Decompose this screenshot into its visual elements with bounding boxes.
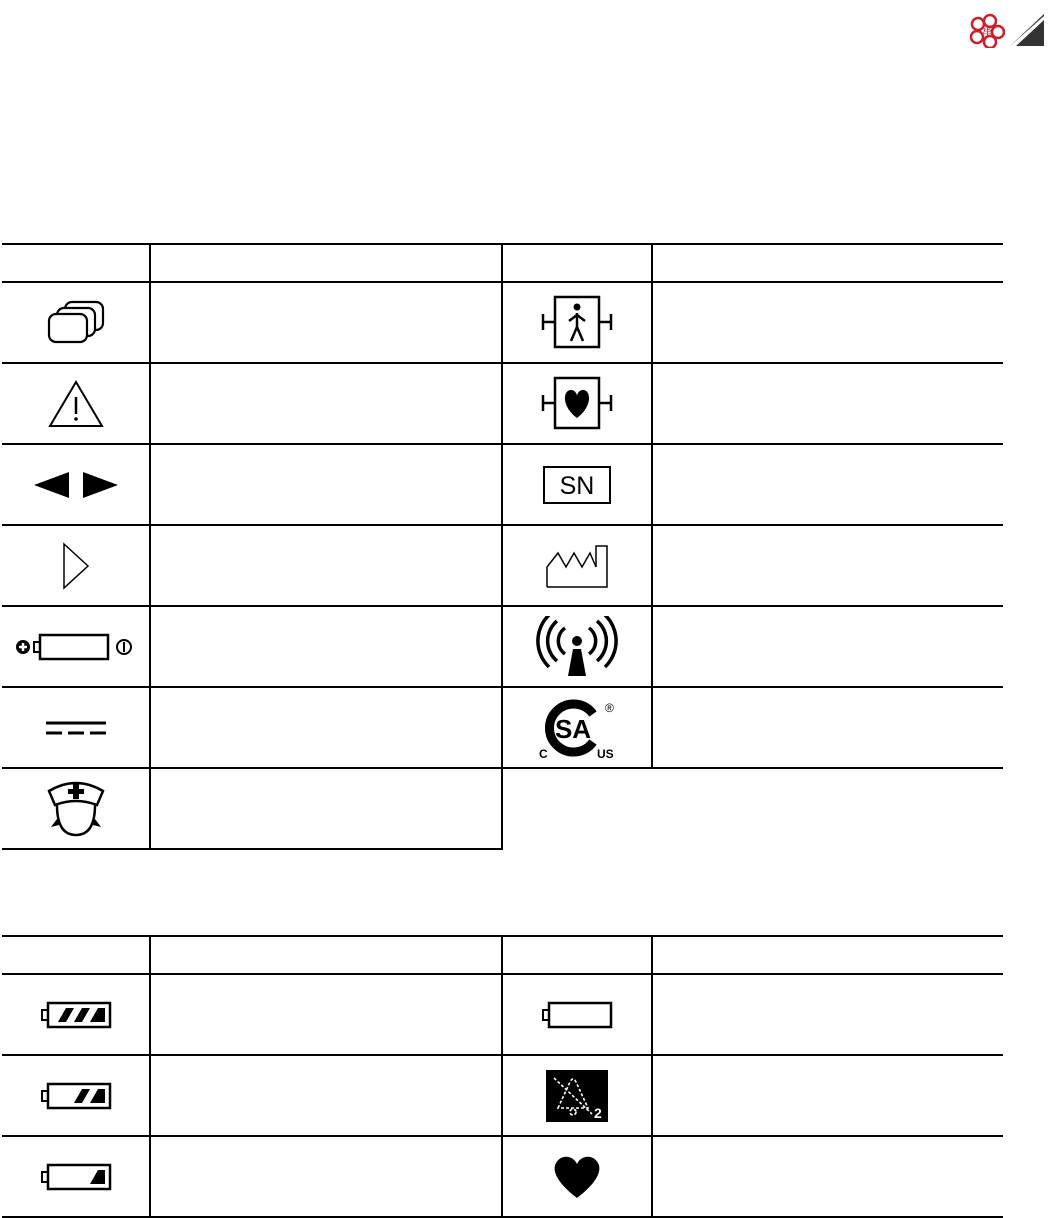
table-row [2, 606, 1003, 687]
table-row [2, 282, 1003, 363]
description [652, 974, 1003, 1055]
description [150, 768, 502, 849]
battery-medium-icon [40, 1081, 112, 1111]
serial-number-label: SN [559, 471, 595, 500]
battery-full-icon [40, 1000, 112, 1030]
symbol-table-2 [2, 935, 1003, 1218]
description [150, 1055, 502, 1136]
svg-text:承: 承 [981, 25, 995, 40]
csa-reg-text: ® [605, 700, 614, 715]
type-bf-applied-part-icon [537, 295, 617, 351]
type-cf-applied-part-icon [537, 376, 617, 432]
alarm-off-icon [544, 1068, 610, 1124]
multi-screen-icon [45, 300, 107, 346]
direct-current-icon [44, 718, 108, 738]
table1-header-symbol [2, 244, 150, 282]
description [652, 687, 1003, 768]
table1-header-description [150, 244, 502, 282]
date-of-manufacture-icon [544, 543, 610, 589]
table-row [2, 444, 1003, 525]
table-row [2, 768, 1003, 849]
table1-header-description-2 [652, 244, 1003, 282]
csa-us-text: US [597, 746, 614, 760]
description [652, 606, 1003, 687]
table2-header-symbol-2 [502, 936, 652, 974]
symbol-table-1 [2, 243, 1003, 850]
alarm-off-subscript: 2 [594, 1104, 602, 1121]
battery-polarity-icon [14, 632, 138, 662]
description [150, 444, 502, 525]
left-right-arrows-icon [31, 470, 121, 500]
table2-header-description [150, 936, 502, 974]
non-ionizing-radiation-icon [532, 616, 622, 678]
csa-mark-text: SA [554, 713, 592, 744]
description [150, 687, 502, 768]
hospital-logo [968, 12, 1048, 48]
battery-empty-icon [541, 1000, 613, 1030]
description [150, 282, 502, 363]
description [150, 363, 502, 444]
table2-header-symbol [2, 936, 150, 974]
warning-triangle-icon [47, 379, 105, 429]
table2-header-description-2 [652, 936, 1003, 974]
description [150, 1136, 502, 1217]
table-row [2, 1136, 1003, 1217]
description [150, 974, 502, 1055]
battery-low-icon [40, 1162, 112, 1192]
description [652, 1055, 1003, 1136]
description [652, 444, 1003, 525]
table-row [2, 525, 1003, 606]
logo-icon [968, 12, 1048, 48]
description [150, 606, 502, 687]
table-row [2, 363, 1003, 444]
nurse-call-icon [45, 779, 107, 839]
description [652, 525, 1003, 606]
serial-number-icon [542, 465, 612, 505]
play-triangle-icon [61, 542, 91, 590]
description [652, 282, 1003, 363]
csa-certification-icon [531, 696, 623, 760]
description [150, 525, 502, 606]
table-row [2, 974, 1003, 1055]
table-row [2, 687, 1003, 768]
description [652, 1136, 1003, 1217]
table1-header-symbol-2 [502, 244, 652, 282]
description [652, 363, 1003, 444]
table-row [2, 1055, 1003, 1136]
csa-c-text: C [539, 746, 548, 760]
heart-icon [552, 1154, 602, 1200]
